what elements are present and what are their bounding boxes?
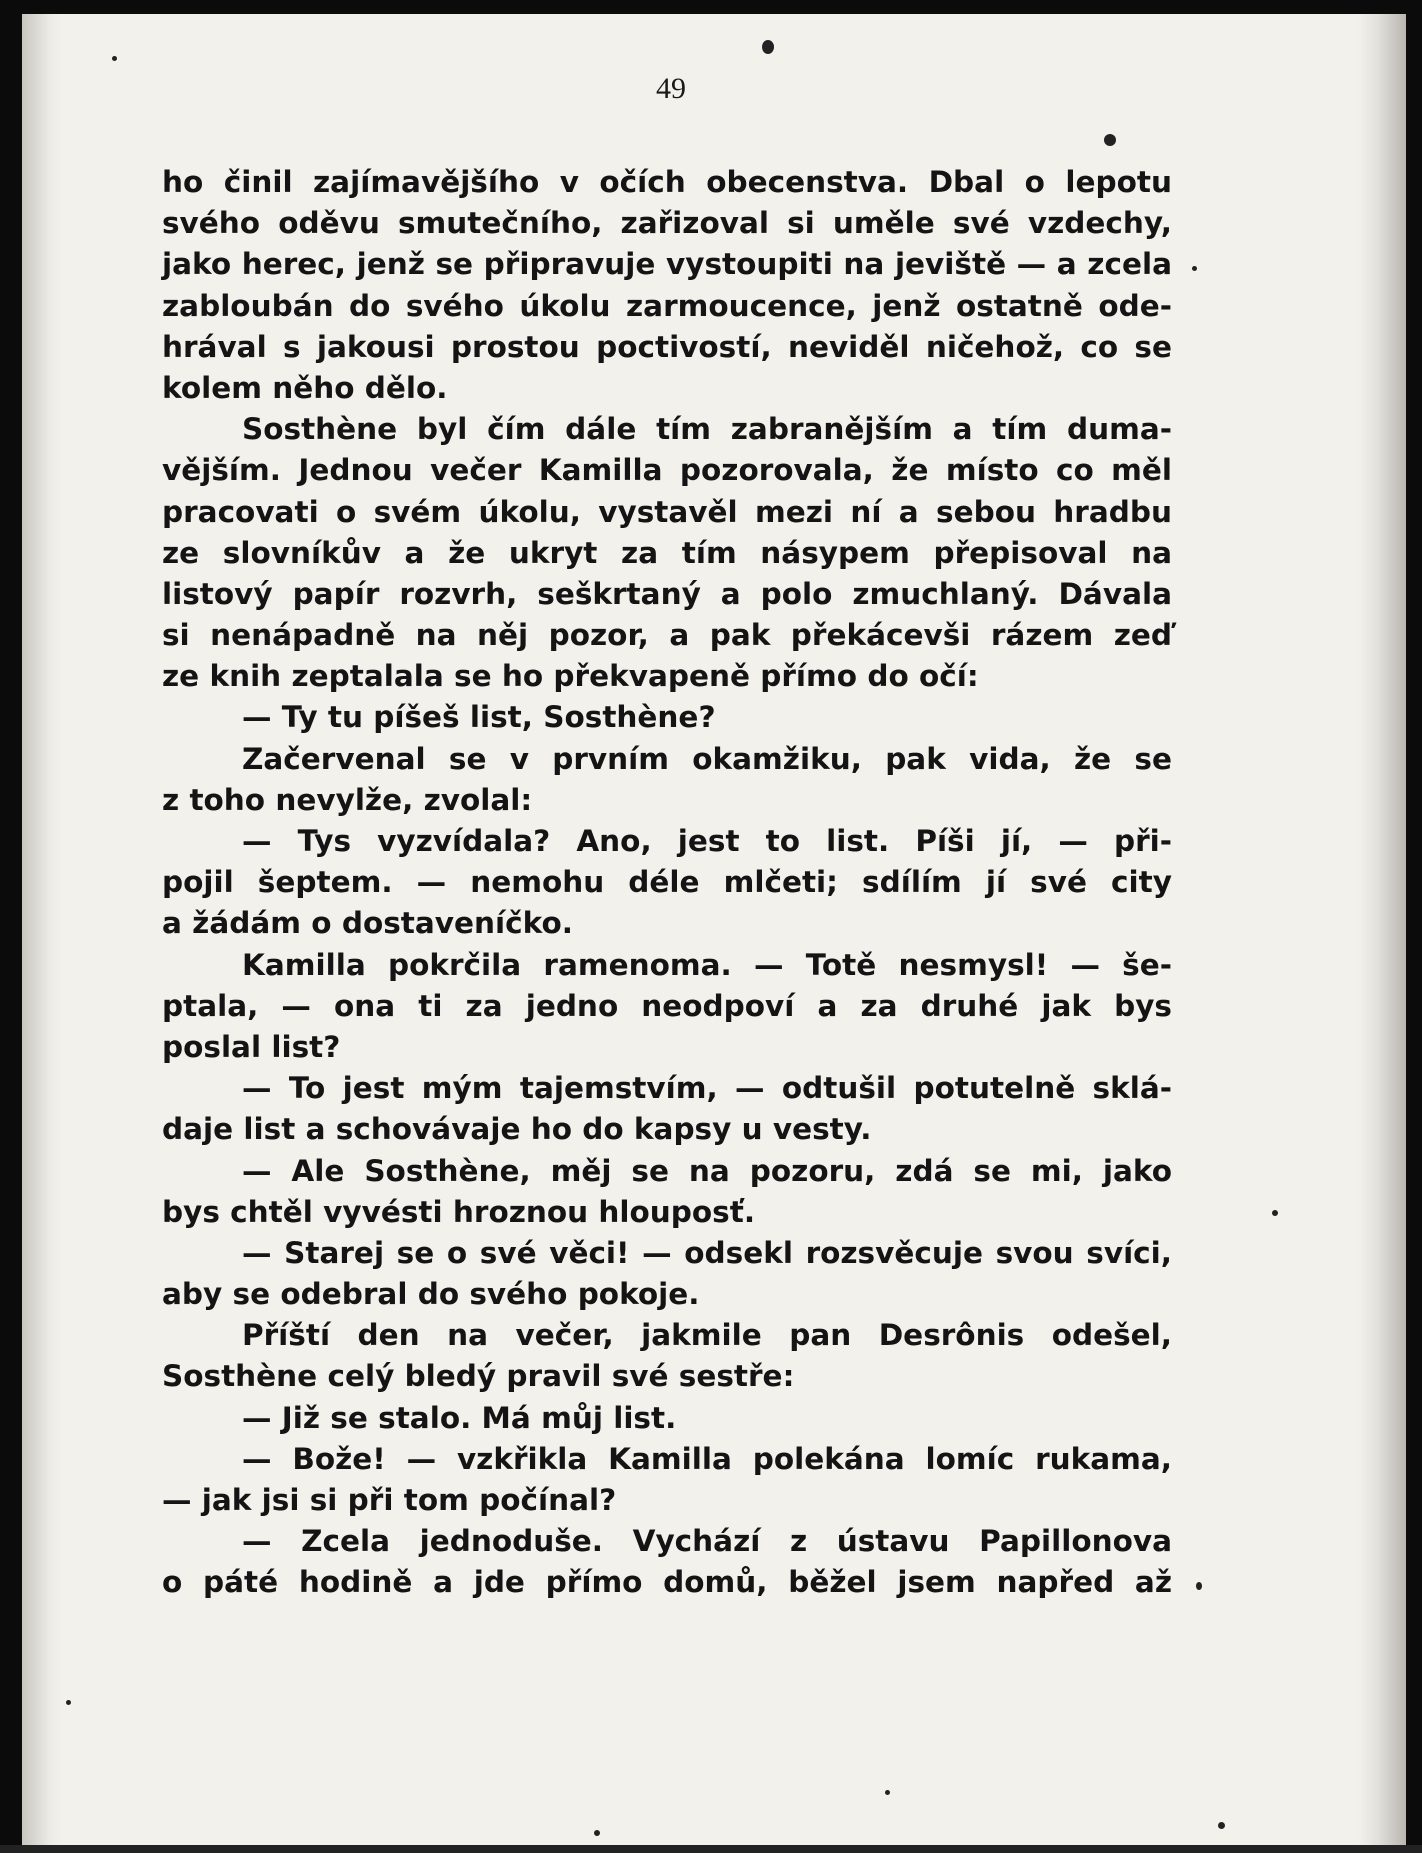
text-line: ho činil zajímavějšího v očích obecenstva. Dbal o lepotu xyxy=(162,165,1172,199)
ink-speck xyxy=(1196,1582,1202,1590)
text-line: ze slovníkův a že ukryt za tím násypem přepisoval na xyxy=(162,535,1172,570)
text-line: kolem něho dělo. xyxy=(162,370,448,405)
ink-speck xyxy=(762,40,774,54)
text-line: pracovati o svém úkolu, vystavěl mezi ní a sebou hradbu xyxy=(162,494,1172,529)
text-line: Sosthène byl čím dále tím zabranějším a tím duma- xyxy=(242,412,1172,447)
text-line: Začervenal se v prvním okamžiku, pak vida, že se xyxy=(242,741,1172,776)
text-line: poslal list? xyxy=(162,1029,341,1064)
text-line: svého oděvu smutečního, zařizoval si uměle své vzdechy, xyxy=(162,206,1172,241)
scan-border-bottom xyxy=(0,1845,1422,1853)
ink-speck xyxy=(885,1790,890,1795)
ink-speck xyxy=(594,1830,600,1836)
text-line: Kamilla pokrčila ramenoma. — Totě nesmysl! — še- xyxy=(242,947,1172,982)
text-line: listový papír rozvrh, seškrtaný a polo zmuchlaný. Dávala xyxy=(162,576,1172,611)
text-line: a žádám o dostaveníčko. xyxy=(162,906,573,941)
ink-speck xyxy=(112,56,117,61)
text-line: o páté hodině a jde přímo domů, běžel jsem napřed až xyxy=(162,1565,1172,1600)
text-line: ptala, — ona ti za jedno neodpoví a za druhé jak bys xyxy=(162,988,1172,1023)
text-line: pojil šeptem. — nemohu déle mlčeti; sdílím jí své city xyxy=(162,865,1172,900)
text-line: vějším. Jednou večer Kamilla pozorovala, že místo co měl xyxy=(162,453,1172,488)
text-line: — Již se stalo. Má můj list. xyxy=(242,1400,677,1435)
ink-speck xyxy=(1272,1210,1278,1216)
text-line: bys chtěl vyvésti hroznou hlouposť. xyxy=(162,1194,756,1229)
text-line: si nenápadně na něj pozor, a pak překácevši rázem zeď xyxy=(162,618,1172,653)
text-line: zabloubán do svého úkolu zarmoucence, jenž ostatně ode- xyxy=(162,288,1172,323)
text-line: hrával s jakousi prostou poctivostí, neviděl ničehož, co se xyxy=(162,329,1172,364)
page-number: 49 xyxy=(656,72,686,105)
text-line: — Zcela jednoduše. Vychází z ústavu Papillonova xyxy=(242,1524,1172,1559)
text-line: — To jest mým tajemstvím, — odtušil potutelně sklá- xyxy=(242,1071,1172,1106)
text-line: — Bože! — vzkřikla Kamilla polekána lomíc rukama, xyxy=(242,1441,1172,1476)
scan-shadow-left xyxy=(22,14,62,1853)
scan-border-right xyxy=(1406,0,1422,1853)
text-line: Příští den na večer, jakmile pan Desrônis odešel, xyxy=(242,1318,1172,1353)
text-line: — Tys vyzvídala? Ano, jest to list. Píši jí, — při- xyxy=(242,824,1172,858)
scan-shadow-right xyxy=(1358,14,1406,1853)
ink-speck xyxy=(1192,266,1197,271)
ink-speck xyxy=(66,1700,71,1705)
text-line: — Starej se o své věci! — odsekl rozsvěcuje svou svíci, xyxy=(242,1235,1172,1270)
text-line: — jak jsi si při tom počínal? xyxy=(162,1483,617,1517)
text-line: jako herec, jenž se připravuje vystoupiti na jeviště — a zcela xyxy=(162,247,1172,282)
text-line: — Ale Sosthène, měj se na pozoru, zdá se mi, jako xyxy=(242,1153,1172,1188)
ink-speck xyxy=(1104,134,1116,146)
ink-speck xyxy=(1218,1822,1225,1829)
body-text xyxy=(162,162,1172,1604)
scan-border-left xyxy=(0,0,22,1853)
text-line: Sosthène celý bledý pravil své sestře: xyxy=(162,1359,795,1394)
text-line: z toho nevylže, zvolal: xyxy=(162,782,533,817)
text-line: ze knih zeptalala se ho překvapeně přímo do očí: xyxy=(162,659,979,694)
text-line: daje list a schovávaje ho do kapsy u vesty. xyxy=(162,1112,872,1147)
text-line: — Ty tu píšeš list, Sosthène? xyxy=(242,700,716,735)
text-line: aby se odebral do svého pokoje. xyxy=(162,1277,700,1312)
scan-border-top xyxy=(0,0,1422,14)
